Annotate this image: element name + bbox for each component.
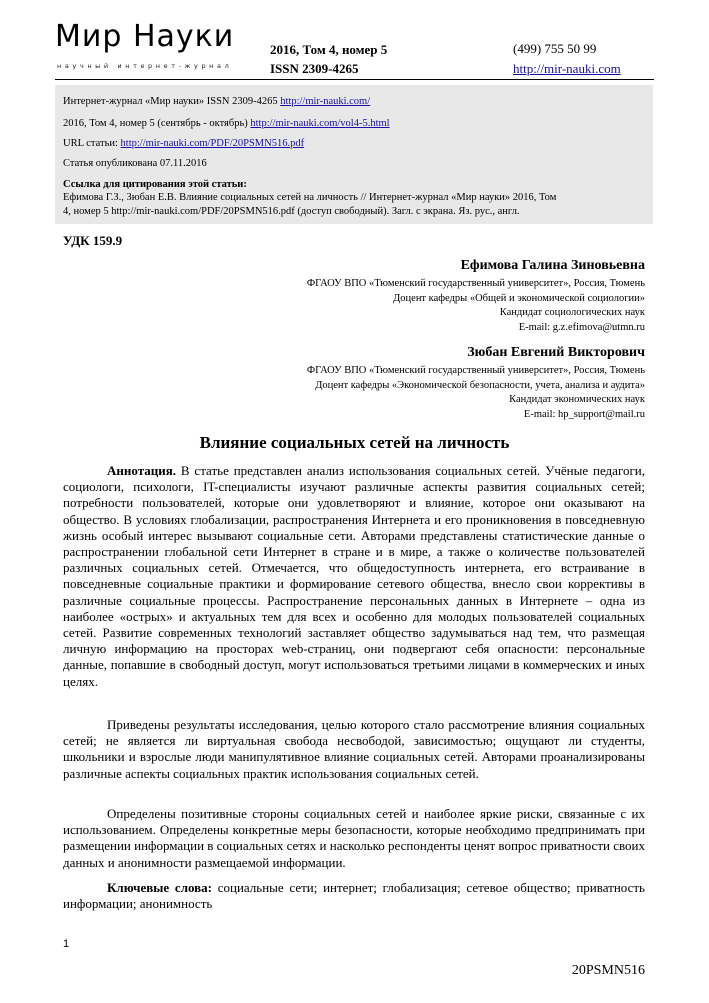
author-email: E-mail: g.z.efimova@utmn.ru <box>518 321 645 333</box>
citation-ref-line: Ефимова Г.З., Зюбан Е.В. Влияние социальных сетей на личность // Интернет-журнал «Мир науки» 2016, Том <box>63 192 557 203</box>
abstract-continued <box>63 806 645 871</box>
keywords-label: Ключевые слова: <box>107 880 213 895</box>
citation-ref-title: Ссылка для цитирования этой статьи: <box>63 179 247 190</box>
keywords-text: социальные сети; интернет; глобализация; сетевое общество; приватность информации; анонимность <box>63 880 645 912</box>
author-degree: Кандидат социологических наук <box>499 307 645 318</box>
journal-header <box>0 0 709 80</box>
abstract-paragraph: Определены позитивные стороны социальных сетей и наиболее яркие риски, связанные с их использованием. Определены конкретные меры безопасности, которые необходимо предпринимать при размещении информации в социальных сетях и насколько респонденты ценят вопрос приватности своих данных и анонимности размещаемой информации. <box>63 806 645 870</box>
header-divider <box>55 79 654 80</box>
issn-label: ISSN 2309-4265 <box>270 61 359 76</box>
abstract-text: В статье представлен анализ использования социальных сетей. Учёные педагоги, социологи, психологи, IT-специалисты изучают различные аспекты развития социальных сетей; потребности пользователей, которые они удовлетворяют и влияние, которое они оказывают на общество. В условиях глобализации, распространения Интернета и его проникновения в повседневную жизнь особый интерес вызывают социальные сети. Авторами представлены статистические данные о распространении глобальной сети Интернет в стране и в мире, а также о количестве пользователей различных социальных сетей. Отмечается, что общедоступность интернета, его встраивание в повседневные социальные практики и формирование сетевого общества, внесло свои коррективы в различные социальные процессы. Распространение персональных данных в Интернете – одна из наиболее «острых» и актуальных тем для всех и особенно для молодых пользователей социальных сетей. Развитие современных технологий заставляет общество задумываться над тем, что размещая личную информацию на просторах web-страниц, они подвергают себя опасности: персональные данные, попавшие в свободный доступ, могут использоваться третьими лицами в коммерческих и иных целях. <box>63 463 645 689</box>
issue-link[interactable]: http://mir-nauki.com/vol4-5.html <box>250 118 390 129</box>
journal-logo-subtitle: научный интернет-журнал <box>57 62 233 70</box>
author-position: Доцент кафедры «Общей и экономической социологии» <box>393 292 645 304</box>
author-email: E-mail: hp_support@mail.ru <box>523 408 645 420</box>
phone-number: (499) 755 50 99 <box>513 41 597 56</box>
journal-home-link[interactable]: http://mir-nauki.com/ <box>280 96 371 107</box>
citation-ref-line: 4, номер 5 http://mir-nauki.com/PDF/20PSMN516.pdf (доступ свободный). Загл. с экрана. Яз. рус., англ. <box>63 206 520 217</box>
article-pdf-link[interactable]: http://mir-nauki.com/PDF/20PSMN516.pdf <box>120 138 305 149</box>
author-block <box>307 257 645 335</box>
article-title: Влияние социальных сетей на личность <box>199 433 510 452</box>
contact-info <box>513 39 621 79</box>
abstract-label: Аннотация. <box>107 463 177 478</box>
abstract-paragraph: Приведены результаты исследования, целью которого стало рассмотрение влияния социальных сетей; не является ли виртуальная свобода несвободой, зависимостью; ощущают ли студенты, школьники и взрослые люди манипулятивное влияние социальных сетей. Авторами проанализированы различные аспекты социальных практик использования социальных сетей. <box>63 717 645 781</box>
author-name: Ефимова Галина Зиновьевна <box>460 258 645 273</box>
journal-url-link[interactable]: http://mir-nauki.com <box>513 61 621 76</box>
citation-line-journal <box>63 95 370 109</box>
journal-logo: Мир Науки <box>55 19 235 54</box>
author-org: ФГАОУ ВПО «Тюменский государственный университет», Россия, Тюмень <box>306 278 645 289</box>
issue-info <box>270 40 387 78</box>
citation-text: Интернет-журнал «Мир науки» ISSN 2309-4265 <box>63 96 281 107</box>
citation-box <box>55 85 653 224</box>
abstract-paragraph <box>63 463 645 690</box>
udc-code: УДК 159.9 <box>63 233 123 248</box>
author-degree: Кандидат экономических наук <box>509 394 645 405</box>
author-name: Зюбан Евгений Викторович <box>467 345 645 360</box>
citation-published-date: Статья опубликована 07.11.2016 <box>63 158 207 169</box>
author-position: Доцент кафедры «Экономической безопасности, учета, анализа и аудита» <box>315 379 645 391</box>
author-org: ФГАОУ ВПО «Тюменский государственный университет», Россия, Тюмень <box>306 365 645 376</box>
issue-label: 2016, Том 4, номер 5 <box>270 42 388 57</box>
citation-line-url <box>63 137 304 151</box>
author-block <box>307 344 645 422</box>
page-number: 1 <box>63 938 70 950</box>
citation-text: URL статьи: <box>63 138 121 149</box>
document-id: 20PSMN516 <box>571 963 645 978</box>
abstract <box>63 463 645 690</box>
keywords-paragraph <box>63 880 645 912</box>
keywords <box>63 880 645 912</box>
citation-text: 2016, Том 4, номер 5 (сентябрь - октябрь) <box>63 118 251 129</box>
abstract-continued <box>63 717 645 782</box>
citation-line-issue <box>63 117 390 131</box>
